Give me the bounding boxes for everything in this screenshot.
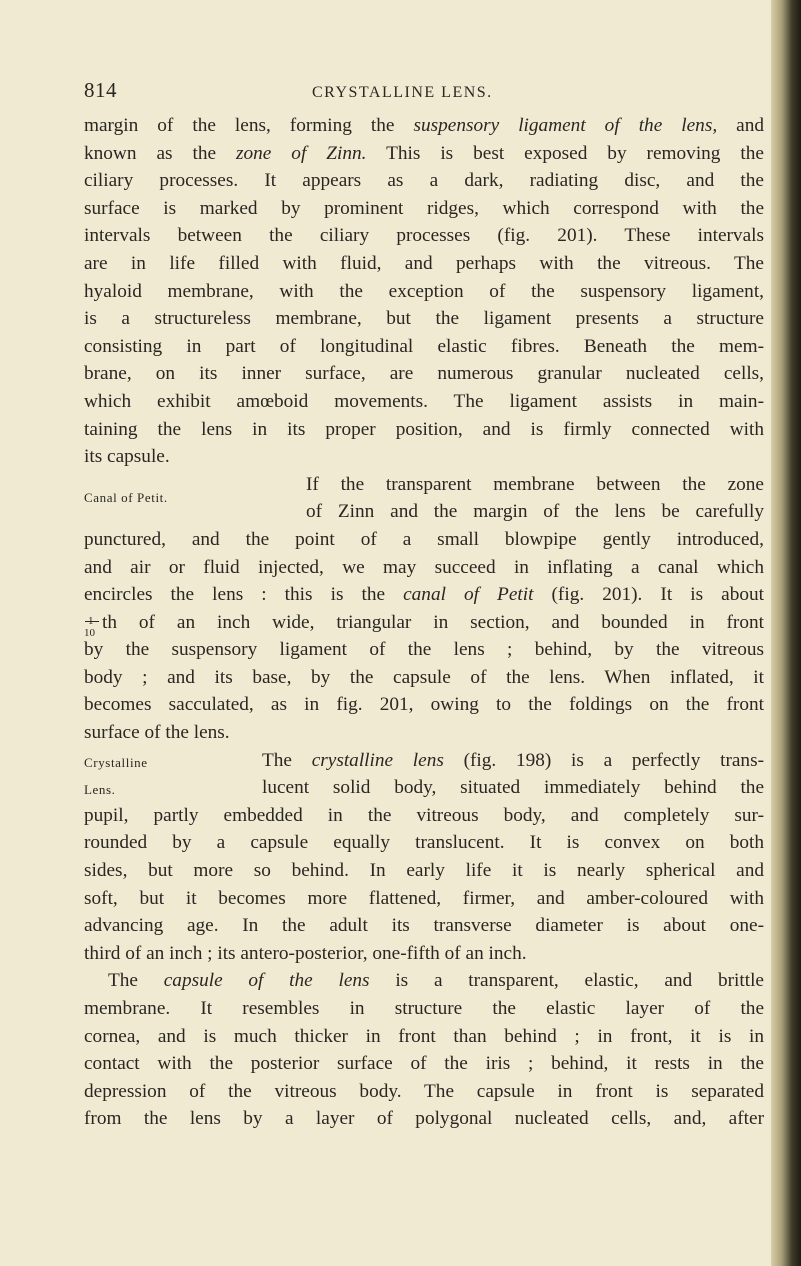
- text-line: known as the zone of Zinn. This is best exposed by removing the: [84, 142, 764, 164]
- sidenote-lens: Lens.: [84, 782, 116, 798]
- text-line: encircles the lens : this is the canal of Petit (fig. 201). It is about: [84, 584, 764, 606]
- fraction-one-tenth: 1 10: [84, 612, 102, 632]
- text-line: body ; and its base, by the capsule of the lens. When inflated, it: [84, 666, 764, 688]
- text-line: third of an inch ; its antero-posterior, one-fifth of an inch.: [84, 942, 527, 964]
- text-line: taining the lens in its proper position, and is firmly connected with: [84, 418, 764, 440]
- text-line: consisting in part of longitudinal elastic fibres. Beneath the mem-: [84, 335, 764, 357]
- text-line: are in life filled with fluid, and perhaps with the vitreous. The: [84, 252, 764, 274]
- text-line: Crystalline The crystalline lens (fig. 198) is a perfectly trans-: [84, 747, 764, 775]
- text-line: cornea, and is much thicker in front than behind ; in front, it is in: [84, 1025, 764, 1047]
- text-line: contact with the posterior surface of the iris ; behind, it rests in the: [84, 1053, 764, 1075]
- text-line: Canal of Petit. of Zinn and the margin of the lens be carefully: [84, 498, 764, 526]
- text-line: from the lens by a layer of polygonal nucleated cells, and, after: [84, 1108, 764, 1130]
- text-line: The capsule of the lens is a transparent, elastic, and brittle: [108, 970, 764, 992]
- text-line: hyaloid membrane, with the exception of the suspensory ligament,: [84, 280, 764, 302]
- text-line: If the transparent membrane between the zone: [306, 473, 764, 495]
- text-line: surface of the lens.: [84, 722, 230, 744]
- text-line: surface is marked by prominent ridges, which correspond with the: [84, 197, 764, 219]
- text-line: punctured, and the point of a small blowpipe gently introduced,: [84, 528, 764, 550]
- text-line: which exhibit amœboid movements. The ligament assists in main-: [84, 390, 764, 412]
- text-line: Lens. lucent solid body, situated immediately behind the: [84, 774, 764, 802]
- sidenote-crystalline: Crystalline: [84, 754, 148, 770]
- text-line: rounded by a capsule equally translucent. It is convex on both: [84, 832, 764, 854]
- text-line: intervals between the ciliary processes (fig. 201). These intervals: [84, 225, 764, 247]
- text-line: and air or fluid injected, we may succeed in inflating a canal which: [84, 556, 764, 578]
- text-line: advancing age. In the adult its transverse diameter is about one-: [84, 915, 764, 937]
- text-line: its capsule.: [84, 446, 170, 468]
- text-line: ciliary processes. It appears as a dark, radiating disc, and the: [84, 170, 764, 192]
- running-head: CRYSTALLINE LENS.: [312, 84, 493, 101]
- text-line: sides, but more so behind. In early life it is nearly spherical and: [84, 860, 764, 882]
- text-line: pupil, partly embedded in the vitreous body, and completely sur-: [84, 804, 764, 826]
- text-line: depression of the vitreous body. The capsule in front is separated: [84, 1080, 764, 1102]
- text-line: membrane. It resembles in structure the elastic layer of the: [84, 998, 764, 1019]
- text-line: is a structureless membrane, but the ligament presents a structure: [84, 308, 764, 330]
- page-edge-shadow: [771, 0, 801, 1266]
- sidenote-canal-of-petit: Canal of Petit.: [84, 490, 168, 506]
- page-number: 814: [84, 78, 117, 102]
- text-line: by the suspensory ligament of the lens ; behind, by the vitreous: [84, 639, 764, 661]
- text-line: margin of the lens, forming the suspensory ligament of the lens, and: [84, 115, 764, 136]
- body-text: [84, 112, 764, 1133]
- text-line: soft, but it becomes more flattened, firmer, and amber-coloured with: [84, 887, 764, 909]
- text-line: brane, on its inner surface, are numerous granular nucleated cells,: [84, 363, 764, 385]
- text-line: 1 10 th of an inch wide, triangular in section, and bounded in front: [84, 611, 764, 639]
- text-line: becomes sacculated, as in fig. 201, owing to the foldings on the front: [84, 694, 764, 716]
